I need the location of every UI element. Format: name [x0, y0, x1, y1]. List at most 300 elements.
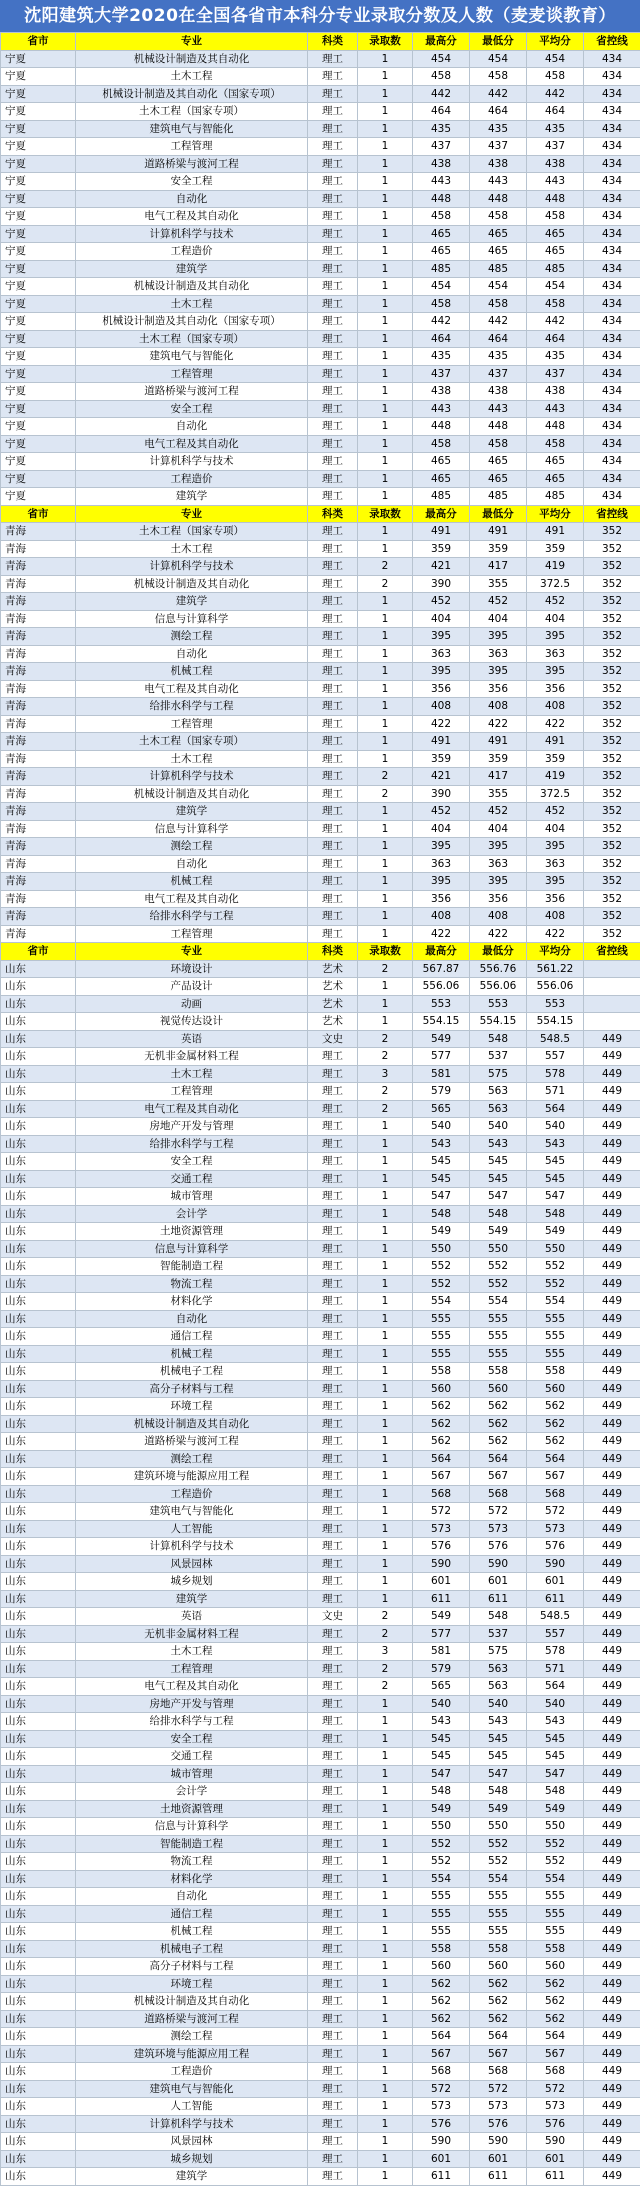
cell-max-score: 540 — [413, 1118, 470, 1136]
cell-max-score: 458 — [413, 435, 470, 453]
cell-major: 物流工程 — [76, 1853, 308, 1871]
cell-avg-score: 571 — [527, 1083, 584, 1101]
cell-category: 理工 — [308, 1450, 358, 1468]
cell-admitted: 2 — [358, 1048, 413, 1066]
cell-min-score: 576 — [470, 1538, 527, 1556]
cell-major: 测绘工程 — [76, 628, 308, 646]
cell-province: 宁夏 — [1, 313, 76, 331]
table-row — [1, 645, 640, 663]
cell-category: 理工 — [308, 418, 358, 436]
table-row — [1, 1310, 640, 1328]
cell-control-line: 434 — [584, 208, 640, 226]
cell-admitted: 1 — [358, 733, 413, 751]
table-row — [1, 1573, 640, 1591]
cell-category: 理工 — [308, 103, 358, 121]
cell-province: 山东 — [1, 1678, 76, 1696]
cell-min-score: 611 — [470, 2168, 527, 2186]
cell-category: 艺术 — [308, 1013, 358, 1031]
cell-min-score: 458 — [470, 295, 527, 313]
table-row — [1, 1083, 640, 1101]
cell-min-score: 422 — [470, 715, 527, 733]
cell-avg-score: 422 — [527, 715, 584, 733]
cell-major: 机械工程 — [76, 1345, 308, 1363]
cell-province: 宁夏 — [1, 435, 76, 453]
cell-province: 山东 — [1, 2133, 76, 2151]
cell-min-score: 601 — [470, 1573, 527, 1591]
cell-admitted: 1 — [358, 400, 413, 418]
table-row — [1, 960, 640, 978]
cell-min-score: 452 — [470, 593, 527, 611]
cell-max-score: 549 — [413, 1608, 470, 1626]
cell-max-score: 448 — [413, 190, 470, 208]
cell-admitted: 1 — [358, 383, 413, 401]
cell-major: 机械设计制造及其自动化（国家专项） — [76, 85, 308, 103]
cell-min-score: 537 — [470, 1625, 527, 1643]
cell-max-score: 552 — [413, 1275, 470, 1293]
cell-major: 土木工程（国家专项） — [76, 103, 308, 121]
cell-control-line: 352 — [584, 855, 640, 873]
cell-category: 理工 — [308, 2133, 358, 2151]
cell-avg-score: 562 — [527, 1415, 584, 1433]
cell-major: 道路桥梁与渡河工程 — [76, 1433, 308, 1451]
cell-category: 理工 — [308, 2080, 358, 2098]
cell-avg-score: 558 — [527, 1363, 584, 1381]
cell-control-line: 352 — [584, 820, 640, 838]
cell-min-score: 465 — [470, 243, 527, 261]
cell-max-score: 577 — [413, 1048, 470, 1066]
cell-province: 山东 — [1, 978, 76, 996]
column-header-category: 科类 — [308, 33, 358, 51]
cell-admitted: 2 — [358, 1625, 413, 1643]
cell-category: 理工 — [308, 1135, 358, 1153]
table-row — [1, 1800, 640, 1818]
table-row — [1, 610, 640, 628]
cell-min-score: 590 — [470, 2133, 527, 2151]
cell-max-score: 421 — [413, 768, 470, 786]
cell-max-score: 458 — [413, 68, 470, 86]
cell-major: 人工智能 — [76, 1520, 308, 1538]
cell-category: 理工 — [308, 1835, 358, 1853]
table-body — [1, 33, 640, 2186]
cell-province: 宁夏 — [1, 225, 76, 243]
cell-min-score: 359 — [470, 750, 527, 768]
cell-province: 青海 — [1, 645, 76, 663]
cell-control-line: 449 — [584, 1065, 640, 1083]
table-row — [1, 155, 640, 173]
cell-province: 山东 — [1, 1048, 76, 1066]
cell-avg-score: 568 — [527, 1485, 584, 1503]
cell-min-score: 555 — [470, 1328, 527, 1346]
column-header-max-score: 最高分 — [413, 33, 470, 51]
cell-max-score: 458 — [413, 295, 470, 313]
cell-province: 宁夏 — [1, 138, 76, 156]
cell-major: 安全工程 — [76, 173, 308, 191]
cell-major: 建筑环境与能源应用工程 — [76, 2045, 308, 2063]
table-row — [1, 1450, 640, 1468]
cell-major: 通信工程 — [76, 1328, 308, 1346]
cell-category: 理工 — [308, 908, 358, 926]
cell-major: 智能制造工程 — [76, 1258, 308, 1276]
cell-avg-score: 557 — [527, 1048, 584, 1066]
admission-table — [0, 32, 640, 2186]
table-row — [1, 1170, 640, 1188]
cell-control-line: 449 — [584, 1783, 640, 1801]
column-header-min-score: 最低分 — [470, 943, 527, 961]
cell-category: 理工 — [308, 400, 358, 418]
cell-province: 山东 — [1, 1800, 76, 1818]
cell-min-score: 547 — [470, 1188, 527, 1206]
cell-province: 青海 — [1, 750, 76, 768]
cell-major: 信息与计算科学 — [76, 1240, 308, 1258]
cell-province: 宁夏 — [1, 243, 76, 261]
cell-admitted: 2 — [358, 1608, 413, 1626]
cell-category: 理工 — [308, 1275, 358, 1293]
cell-admitted: 1 — [358, 1013, 413, 1031]
cell-category: 理工 — [308, 680, 358, 698]
cell-avg-score: 567 — [527, 2045, 584, 2063]
cell-major: 安全工程 — [76, 1153, 308, 1171]
table-row — [1, 1643, 640, 1661]
cell-province: 宁夏 — [1, 260, 76, 278]
cell-major: 自动化 — [76, 1310, 308, 1328]
cell-avg-score: 553 — [527, 995, 584, 1013]
cell-province: 山东 — [1, 1205, 76, 1223]
table-row — [1, 540, 640, 558]
cell-min-score: 404 — [470, 820, 527, 838]
cell-major: 房地产开发与管理 — [76, 1695, 308, 1713]
cell-control-line: 352 — [584, 540, 640, 558]
cell-major: 电气工程及其自动化 — [76, 435, 308, 453]
cell-category: 理工 — [308, 138, 358, 156]
cell-min-score: 547 — [470, 1765, 527, 1783]
cell-category: 理工 — [308, 365, 358, 383]
cell-admitted: 1 — [358, 908, 413, 926]
cell-max-score: 611 — [413, 1590, 470, 1608]
cell-min-score: 563 — [470, 1083, 527, 1101]
cell-avg-score: 555 — [527, 1923, 584, 1941]
cell-avg-score: 562 — [527, 2010, 584, 2028]
table-row — [1, 190, 640, 208]
cell-category: 理工 — [308, 610, 358, 628]
cell-min-score: 363 — [470, 645, 527, 663]
cell-province: 青海 — [1, 803, 76, 821]
cell-control-line: 449 — [584, 1923, 640, 1941]
cell-avg-score: 442 — [527, 313, 584, 331]
cell-max-score: 464 — [413, 330, 470, 348]
cell-admitted: 1 — [358, 348, 413, 366]
cell-max-score: 555 — [413, 1345, 470, 1363]
cell-major: 工程管理 — [76, 1083, 308, 1101]
cell-category: 理工 — [308, 1293, 358, 1311]
table-row — [1, 348, 640, 366]
cell-province: 山东 — [1, 1835, 76, 1853]
cell-province: 山东 — [1, 1153, 76, 1171]
cell-major: 信息与计算科学 — [76, 1818, 308, 1836]
cell-max-score: 562 — [413, 1415, 470, 1433]
cell-major: 道路桥梁与渡河工程 — [76, 383, 308, 401]
table-row — [1, 173, 640, 191]
cell-max-score: 552 — [413, 1835, 470, 1853]
cell-province: 山东 — [1, 1030, 76, 1048]
cell-avg-score: 549 — [527, 1800, 584, 1818]
cell-control-line: 449 — [584, 2028, 640, 2046]
table-row — [1, 1363, 640, 1381]
cell-category: 艺术 — [308, 978, 358, 996]
table-row — [1, 1100, 640, 1118]
table-row — [1, 1888, 640, 1906]
cell-min-score: 443 — [470, 173, 527, 191]
cell-avg-score: 572 — [527, 2080, 584, 2098]
cell-major: 机械工程 — [76, 873, 308, 891]
cell-control-line: 449 — [584, 1940, 640, 1958]
cell-major: 城市管理 — [76, 1188, 308, 1206]
cell-category: 理工 — [308, 1363, 358, 1381]
cell-min-score: 435 — [470, 120, 527, 138]
cell-category: 理工 — [308, 1468, 358, 1486]
cell-min-score: 563 — [470, 1100, 527, 1118]
cell-avg-score: 601 — [527, 1573, 584, 1591]
table-row — [1, 383, 640, 401]
cell-max-score: 543 — [413, 1713, 470, 1731]
cell-category: 理工 — [308, 768, 358, 786]
cell-avg-score: 555 — [527, 1888, 584, 1906]
table-row — [1, 873, 640, 891]
cell-province: 山东 — [1, 1975, 76, 1993]
cell-major: 道路桥梁与渡河工程 — [76, 155, 308, 173]
cell-control-line: 449 — [584, 2168, 640, 2186]
cell-major: 土木工程 — [76, 68, 308, 86]
cell-admitted: 1 — [358, 1695, 413, 1713]
cell-major: 工程造价 — [76, 2063, 308, 2081]
table-row — [1, 1608, 640, 1626]
cell-min-score: 573 — [470, 1520, 527, 1538]
cell-major: 计算机科学与技术 — [76, 2115, 308, 2133]
table-row — [1, 1275, 640, 1293]
cell-major: 材料化学 — [76, 1870, 308, 1888]
table-row — [1, 1538, 640, 1556]
cell-control-line: 449 — [584, 1223, 640, 1241]
table-row — [1, 1205, 640, 1223]
cell-control-line: 449 — [584, 1398, 640, 1416]
cell-min-score: 438 — [470, 383, 527, 401]
cell-control-line: 449 — [584, 2098, 640, 2116]
cell-control-line: 434 — [584, 50, 640, 68]
cell-min-score: 417 — [470, 558, 527, 576]
cell-max-score: 395 — [413, 838, 470, 856]
cell-max-score: 555 — [413, 1310, 470, 1328]
cell-major: 建筑电气与智能化 — [76, 120, 308, 138]
table-row — [1, 890, 640, 908]
cell-max-score: 465 — [413, 453, 470, 471]
table-row — [1, 2098, 640, 2116]
cell-major: 建筑学 — [76, 2168, 308, 2186]
cell-province: 山东 — [1, 1748, 76, 1766]
table-row — [1, 785, 640, 803]
cell-major: 环境工程 — [76, 1398, 308, 1416]
cell-category: 理工 — [308, 1188, 358, 1206]
cell-province: 山东 — [1, 1415, 76, 1433]
cell-admitted: 1 — [358, 1905, 413, 1923]
cell-avg-score: 562 — [527, 1993, 584, 2011]
cell-control-line: 434 — [584, 453, 640, 471]
cell-max-score: 581 — [413, 1643, 470, 1661]
cell-max-score: 573 — [413, 2098, 470, 2116]
cell-admitted: 1 — [358, 2115, 413, 2133]
cell-avg-score: 543 — [527, 1135, 584, 1153]
cell-admitted: 1 — [358, 208, 413, 226]
cell-control-line: 352 — [584, 698, 640, 716]
cell-avg-score: 395 — [527, 838, 584, 856]
column-header-admitted: 录取数 — [358, 943, 413, 961]
cell-min-score: 562 — [470, 2010, 527, 2028]
cell-min-score: 560 — [470, 1380, 527, 1398]
cell-admitted: 2 — [358, 1030, 413, 1048]
cell-major: 给排水科学与工程 — [76, 1713, 308, 1731]
cell-admitted: 1 — [358, 1188, 413, 1206]
cell-province: 宁夏 — [1, 470, 76, 488]
cell-province: 山东 — [1, 1870, 76, 1888]
cell-control-line: 449 — [584, 1433, 640, 1451]
cell-admitted: 1 — [358, 1380, 413, 1398]
cell-avg-score: 548.5 — [527, 1608, 584, 1626]
cell-major: 土地资源管理 — [76, 1800, 308, 1818]
cell-min-score: 564 — [470, 1450, 527, 1468]
cell-category: 理工 — [308, 1695, 358, 1713]
cell-min-score: 437 — [470, 138, 527, 156]
cell-control-line: 352 — [584, 838, 640, 856]
cell-province: 青海 — [1, 838, 76, 856]
cell-min-score: 548 — [470, 1783, 527, 1801]
cell-category: 理工 — [308, 873, 358, 891]
cell-max-score: 576 — [413, 2115, 470, 2133]
cell-admitted: 1 — [358, 2063, 413, 2081]
cell-max-score: 448 — [413, 418, 470, 436]
table-row — [1, 453, 640, 471]
cell-control-line: 352 — [584, 523, 640, 541]
cell-min-score: 554 — [470, 1293, 527, 1311]
cell-province: 山东 — [1, 1905, 76, 1923]
cell-min-score: 491 — [470, 523, 527, 541]
cell-avg-score: 454 — [527, 278, 584, 296]
cell-min-score: 452 — [470, 803, 527, 821]
cell-admitted: 1 — [358, 365, 413, 383]
cell-min-score: 543 — [470, 1713, 527, 1731]
cell-major: 英语 — [76, 1030, 308, 1048]
cell-min-score: 572 — [470, 2080, 527, 2098]
cell-avg-score: 564 — [527, 1100, 584, 1118]
cell-control-line: 449 — [584, 1170, 640, 1188]
cell-avg-score: 545 — [527, 1170, 584, 1188]
cell-category: 理工 — [308, 1118, 358, 1136]
cell-province: 宁夏 — [1, 365, 76, 383]
cell-max-score: 443 — [413, 400, 470, 418]
table-row — [1, 1223, 640, 1241]
table-row — [1, 715, 640, 733]
cell-max-score: 443 — [413, 173, 470, 191]
cell-min-score: 545 — [470, 1748, 527, 1766]
cell-admitted: 1 — [358, 890, 413, 908]
cell-max-score: 435 — [413, 120, 470, 138]
table-row — [1, 698, 640, 716]
cell-control-line: 449 — [584, 2133, 640, 2151]
cell-avg-score: 359 — [527, 540, 584, 558]
cell-max-score: 404 — [413, 820, 470, 838]
column-header-avg-score: 平均分 — [527, 33, 584, 51]
cell-major: 计算机科学与技术 — [76, 1538, 308, 1556]
cell-admitted: 2 — [358, 960, 413, 978]
cell-province: 宁夏 — [1, 50, 76, 68]
cell-max-score: 564 — [413, 1450, 470, 1468]
cell-control-line: 434 — [584, 330, 640, 348]
cell-max-score: 356 — [413, 680, 470, 698]
column-header-control-line: 省控线 — [584, 505, 640, 523]
cell-avg-score: 547 — [527, 1765, 584, 1783]
cell-category: 理工 — [308, 733, 358, 751]
table-row — [1, 1240, 640, 1258]
table-row — [1, 1135, 640, 1153]
cell-control-line: 352 — [584, 890, 640, 908]
cell-major: 建筑学 — [76, 260, 308, 278]
cell-category: 理工 — [308, 383, 358, 401]
cell-major: 自动化 — [76, 1888, 308, 1906]
cell-admitted: 1 — [358, 1485, 413, 1503]
cell-avg-score: 555 — [527, 1345, 584, 1363]
cell-major: 土木工程（国家专项） — [76, 733, 308, 751]
cell-category: 理工 — [308, 1310, 358, 1328]
cell-avg-score: 555 — [527, 1310, 584, 1328]
cell-max-score: 567.87 — [413, 960, 470, 978]
cell-province: 宁夏 — [1, 85, 76, 103]
cell-province: 宁夏 — [1, 103, 76, 121]
cell-province: 山东 — [1, 960, 76, 978]
cell-control-line: 434 — [584, 120, 640, 138]
cell-admitted: 1 — [358, 1555, 413, 1573]
cell-admitted: 3 — [358, 1065, 413, 1083]
cell-control-line: 434 — [584, 225, 640, 243]
table-row — [1, 243, 640, 261]
cell-admitted: 1 — [358, 1275, 413, 1293]
cell-avg-score: 554 — [527, 1870, 584, 1888]
cell-avg-score: 540 — [527, 1695, 584, 1713]
cell-province: 青海 — [1, 628, 76, 646]
cell-admitted: 1 — [358, 2098, 413, 2116]
cell-avg-score: 408 — [527, 908, 584, 926]
cell-control-line: 434 — [584, 400, 640, 418]
cell-min-score: 575 — [470, 1065, 527, 1083]
cell-min-score: 545 — [470, 1170, 527, 1188]
table-row — [1, 103, 640, 121]
cell-min-score: 568 — [470, 1485, 527, 1503]
cell-province: 山东 — [1, 1083, 76, 1101]
cell-control-line: 352 — [584, 873, 640, 891]
table-header-row — [1, 943, 640, 961]
cell-avg-score: 572 — [527, 1503, 584, 1521]
cell-max-score: 438 — [413, 155, 470, 173]
cell-avg-score: 554.15 — [527, 1013, 584, 1031]
table-row — [1, 1433, 640, 1451]
cell-min-score: 548 — [470, 1608, 527, 1626]
cell-max-score: 438 — [413, 383, 470, 401]
cell-max-score: 458 — [413, 208, 470, 226]
cell-max-score: 554 — [413, 1870, 470, 1888]
cell-major: 电气工程及其自动化 — [76, 208, 308, 226]
cell-category: 理工 — [308, 1520, 358, 1538]
cell-category: 理工 — [308, 1415, 358, 1433]
column-header-avg-score: 平均分 — [527, 943, 584, 961]
cell-max-score: 359 — [413, 540, 470, 558]
cell-admitted: 1 — [358, 1258, 413, 1276]
cell-category: 理工 — [308, 1783, 358, 1801]
